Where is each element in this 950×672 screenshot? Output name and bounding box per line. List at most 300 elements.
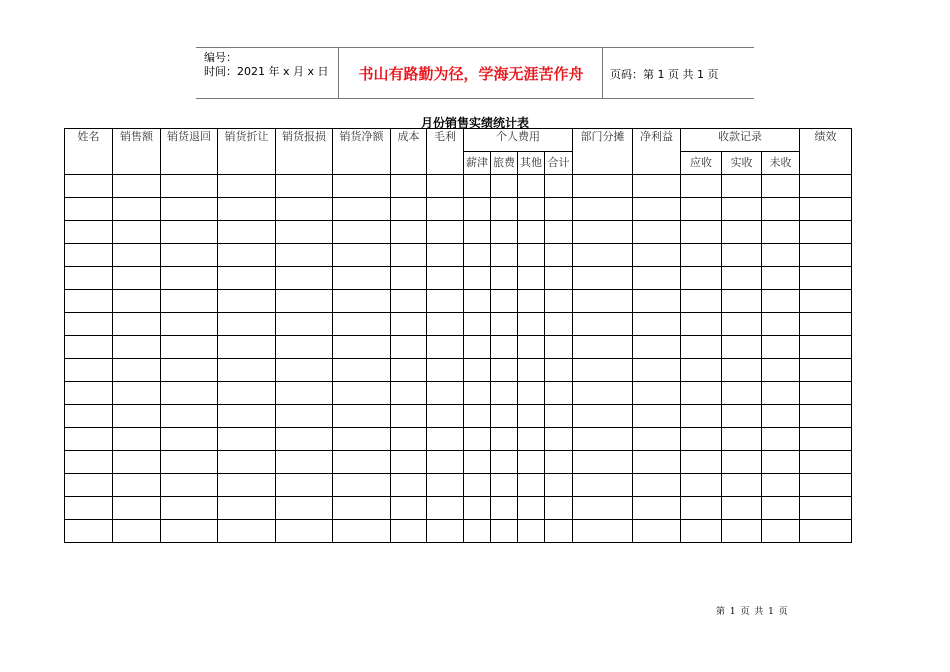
table-cell[interactable]: [545, 382, 573, 405]
table-cell[interactable]: [161, 175, 218, 198]
table-cell[interactable]: [518, 244, 545, 267]
table-cell[interactable]: [518, 428, 545, 451]
table-cell[interactable]: [65, 405, 113, 428]
table-cell[interactable]: [762, 405, 800, 428]
table-cell[interactable]: [633, 382, 681, 405]
table-cell[interactable]: [333, 221, 391, 244]
table-cell[interactable]: [391, 244, 427, 267]
table-cell[interactable]: [65, 382, 113, 405]
table-cell[interactable]: [391, 497, 427, 520]
table-cell[interactable]: [722, 244, 762, 267]
table-cell[interactable]: [573, 267, 633, 290]
table-cell[interactable]: [681, 221, 722, 244]
table-cell[interactable]: [218, 267, 276, 290]
table-cell[interactable]: [333, 244, 391, 267]
header-salary: 薪津: [464, 152, 491, 175]
table-cell[interactable]: [65, 520, 113, 543]
table-cell[interactable]: [681, 405, 722, 428]
table-cell[interactable]: [65, 359, 113, 382]
table-cell[interactable]: [427, 336, 464, 359]
table-cell[interactable]: [800, 405, 852, 428]
table-cell[interactable]: [573, 336, 633, 359]
table-cell[interactable]: [276, 497, 333, 520]
table-cell[interactable]: [762, 221, 800, 244]
table-cell[interactable]: [762, 244, 800, 267]
table-cell[interactable]: [113, 520, 161, 543]
table-cell[interactable]: [427, 221, 464, 244]
table-cell[interactable]: [276, 290, 333, 313]
table-cell[interactable]: [391, 336, 427, 359]
table-cell[interactable]: [573, 474, 633, 497]
table-cell[interactable]: [491, 520, 518, 543]
table-cell[interactable]: [681, 359, 722, 382]
table-cell[interactable]: [333, 497, 391, 520]
table-cell[interactable]: [333, 428, 391, 451]
table-cell[interactable]: [518, 520, 545, 543]
table-cell[interactable]: [464, 382, 491, 405]
table-cell[interactable]: [762, 428, 800, 451]
table-cell[interactable]: [800, 267, 852, 290]
table-cell[interactable]: [545, 336, 573, 359]
table-cell[interactable]: [113, 290, 161, 313]
table-cell[interactable]: [722, 382, 762, 405]
table-cell[interactable]: [218, 290, 276, 313]
table-cell[interactable]: [391, 382, 427, 405]
table-cell[interactable]: [218, 497, 276, 520]
table-cell[interactable]: [427, 474, 464, 497]
table-cell[interactable]: [573, 520, 633, 543]
table-cell[interactable]: [113, 175, 161, 198]
table-cell[interactable]: [633, 221, 681, 244]
table-cell[interactable]: [276, 520, 333, 543]
header-net-sales: 销货净额: [333, 129, 391, 175]
table-cell[interactable]: [633, 520, 681, 543]
table-cell[interactable]: [333, 474, 391, 497]
table-cell[interactable]: [161, 497, 218, 520]
table-cell[interactable]: [518, 267, 545, 290]
table-cell[interactable]: [464, 244, 491, 267]
table-cell[interactable]: [113, 359, 161, 382]
table-cell[interactable]: [161, 313, 218, 336]
table-cell[interactable]: [333, 336, 391, 359]
table-cell[interactable]: [391, 198, 427, 221]
table-cell[interactable]: [722, 405, 762, 428]
table-cell[interactable]: [545, 244, 573, 267]
table-cell[interactable]: [276, 382, 333, 405]
table-cell[interactable]: [391, 451, 427, 474]
table-cell[interactable]: [391, 313, 427, 336]
header-collection: 收款记录: [681, 129, 800, 152]
table-cell[interactable]: [573, 451, 633, 474]
table-cell[interactable]: [333, 313, 391, 336]
table-cell[interactable]: [113, 267, 161, 290]
table-cell[interactable]: [218, 451, 276, 474]
table-cell[interactable]: [391, 267, 427, 290]
table-cell[interactable]: [633, 267, 681, 290]
table-cell[interactable]: [65, 198, 113, 221]
table-cell[interactable]: [464, 405, 491, 428]
table-cell[interactable]: [427, 520, 464, 543]
table-cell[interactable]: [491, 497, 518, 520]
table-cell[interactable]: [491, 244, 518, 267]
table-cell[interactable]: [681, 290, 722, 313]
table-cell[interactable]: [161, 359, 218, 382]
table-cell[interactable]: [681, 198, 722, 221]
table-cell[interactable]: [681, 336, 722, 359]
table-cell[interactable]: [681, 451, 722, 474]
table-cell[interactable]: [800, 428, 852, 451]
table-cell[interactable]: [464, 359, 491, 382]
table-cell[interactable]: [427, 359, 464, 382]
table-cell[interactable]: [722, 267, 762, 290]
table-cell[interactable]: [113, 474, 161, 497]
table-cell[interactable]: [800, 336, 852, 359]
table-cell[interactable]: [722, 428, 762, 451]
table-cell[interactable]: [545, 175, 573, 198]
table-cell[interactable]: [573, 313, 633, 336]
table-cell[interactable]: [276, 359, 333, 382]
table-cell[interactable]: [218, 244, 276, 267]
table-cell[interactable]: [391, 175, 427, 198]
table-cell[interactable]: [491, 221, 518, 244]
table-cell[interactable]: [762, 451, 800, 474]
table-cell[interactable]: [545, 221, 573, 244]
table-cell[interactable]: [491, 405, 518, 428]
table-cell[interactable]: [113, 336, 161, 359]
table-cell[interactable]: [464, 267, 491, 290]
table-cell[interactable]: [464, 474, 491, 497]
table-cell[interactable]: [491, 382, 518, 405]
table-cell[interactable]: [762, 175, 800, 198]
table-cell[interactable]: [427, 175, 464, 198]
table-cell[interactable]: [218, 359, 276, 382]
table-cell[interactable]: [633, 244, 681, 267]
table-cell[interactable]: [113, 451, 161, 474]
table-cell[interactable]: [65, 336, 113, 359]
table-cell[interactable]: [722, 313, 762, 336]
table-cell[interactable]: [161, 290, 218, 313]
table-cell[interactable]: [681, 428, 722, 451]
table-cell[interactable]: [464, 451, 491, 474]
table-cell[interactable]: [573, 497, 633, 520]
table-cell[interactable]: [573, 359, 633, 382]
table-cell[interactable]: [722, 497, 762, 520]
table-cell[interactable]: [722, 336, 762, 359]
table-cell[interactable]: [722, 474, 762, 497]
table-cell[interactable]: [113, 382, 161, 405]
table-cell[interactable]: [218, 221, 276, 244]
table-cell[interactable]: [464, 428, 491, 451]
table-cell[interactable]: [427, 244, 464, 267]
table-cell[interactable]: [573, 405, 633, 428]
table-cell[interactable]: [161, 244, 218, 267]
table-cell[interactable]: [633, 405, 681, 428]
table-cell[interactable]: [800, 497, 852, 520]
table-cell[interactable]: [545, 428, 573, 451]
table-cell[interactable]: [762, 290, 800, 313]
table-cell[interactable]: [762, 267, 800, 290]
table-cell[interactable]: [722, 451, 762, 474]
table-cell[interactable]: [681, 175, 722, 198]
table-cell[interactable]: [518, 405, 545, 428]
table-cell[interactable]: [722, 221, 762, 244]
table-cell[interactable]: [65, 175, 113, 198]
table-cell[interactable]: [276, 336, 333, 359]
table-cell[interactable]: [65, 221, 113, 244]
motto: 书山有路勤为径，学海无涯苦作舟: [358, 65, 584, 83]
table-cell[interactable]: [276, 313, 333, 336]
table-cell[interactable]: [633, 290, 681, 313]
table-cell[interactable]: [333, 198, 391, 221]
table-cell[interactable]: [518, 290, 545, 313]
table-cell[interactable]: [427, 198, 464, 221]
table-cell[interactable]: [113, 198, 161, 221]
table-cell[interactable]: [218, 175, 276, 198]
table-row: [65, 267, 852, 290]
table-cell[interactable]: [681, 382, 722, 405]
table-cell[interactable]: [762, 359, 800, 382]
table-cell[interactable]: [800, 313, 852, 336]
table-cell[interactable]: [391, 428, 427, 451]
table-cell[interactable]: [518, 497, 545, 520]
header-divider: [602, 48, 603, 98]
table-cell[interactable]: [276, 428, 333, 451]
table-cell[interactable]: [491, 267, 518, 290]
table-cell[interactable]: [762, 497, 800, 520]
table-cell[interactable]: [518, 313, 545, 336]
table-cell[interactable]: [427, 405, 464, 428]
table-cell[interactable]: [391, 290, 427, 313]
table-cell[interactable]: [681, 474, 722, 497]
table-cell[interactable]: [276, 244, 333, 267]
table-cell[interactable]: [218, 313, 276, 336]
table-cell[interactable]: [722, 520, 762, 543]
table-cell[interactable]: [722, 290, 762, 313]
table-cell[interactable]: [800, 175, 852, 198]
table-cell[interactable]: [762, 520, 800, 543]
table-cell[interactable]: [518, 198, 545, 221]
table-cell[interactable]: [633, 428, 681, 451]
table-cell[interactable]: [800, 451, 852, 474]
table-cell[interactable]: [762, 382, 800, 405]
table-cell[interactable]: [633, 175, 681, 198]
table-cell[interactable]: [276, 451, 333, 474]
table-cell[interactable]: [545, 497, 573, 520]
table-cell[interactable]: [573, 175, 633, 198]
table-cell[interactable]: [276, 221, 333, 244]
table-cell[interactable]: [333, 405, 391, 428]
table-cell[interactable]: [762, 336, 800, 359]
table-cell[interactable]: [518, 336, 545, 359]
table-cell[interactable]: [464, 221, 491, 244]
table-cell[interactable]: [65, 267, 113, 290]
table-cell[interactable]: [800, 290, 852, 313]
table-cell[interactable]: [633, 198, 681, 221]
table-cell[interactable]: [722, 175, 762, 198]
table-cell[interactable]: [545, 313, 573, 336]
table-cell[interactable]: [427, 497, 464, 520]
table-cell[interactable]: [762, 198, 800, 221]
table-cell[interactable]: [276, 405, 333, 428]
table-cell[interactable]: [545, 359, 573, 382]
table-cell[interactable]: [518, 474, 545, 497]
table-cell[interactable]: [113, 313, 161, 336]
table-cell[interactable]: [65, 290, 113, 313]
table-cell[interactable]: [633, 359, 681, 382]
table-cell[interactable]: [391, 520, 427, 543]
table-cell[interactable]: [333, 267, 391, 290]
table-row: [65, 428, 852, 451]
table-cell[interactable]: [427, 382, 464, 405]
table-cell[interactable]: [113, 428, 161, 451]
table-cell[interactable]: [161, 336, 218, 359]
table-cell[interactable]: [573, 244, 633, 267]
table-cell[interactable]: [722, 359, 762, 382]
table-cell[interactable]: [391, 221, 427, 244]
table-cell[interactable]: [545, 198, 573, 221]
table-cell[interactable]: [276, 474, 333, 497]
table-cell[interactable]: [427, 290, 464, 313]
table-cell[interactable]: [333, 359, 391, 382]
table-cell[interactable]: [518, 451, 545, 474]
table-cell[interactable]: [491, 359, 518, 382]
table-cell[interactable]: [545, 474, 573, 497]
table-cell[interactable]: [491, 474, 518, 497]
table-cell[interactable]: [491, 428, 518, 451]
table-cell[interactable]: [464, 336, 491, 359]
table-cell[interactable]: [633, 336, 681, 359]
table-cell[interactable]: [491, 290, 518, 313]
table-cell[interactable]: [161, 520, 218, 543]
table-cell[interactable]: [65, 428, 113, 451]
table-cell[interactable]: [800, 474, 852, 497]
table-cell[interactable]: [218, 474, 276, 497]
table-cell[interactable]: [573, 198, 633, 221]
table-cell[interactable]: [491, 451, 518, 474]
table-cell[interactable]: [218, 428, 276, 451]
table-cell[interactable]: [218, 405, 276, 428]
table-cell[interactable]: [65, 474, 113, 497]
table-cell[interactable]: [427, 267, 464, 290]
table-cell[interactable]: [218, 198, 276, 221]
table-cell[interactable]: [633, 313, 681, 336]
table-cell[interactable]: [218, 336, 276, 359]
table-cell[interactable]: [545, 405, 573, 428]
table-cell[interactable]: [333, 290, 391, 313]
table-cell[interactable]: [573, 290, 633, 313]
table-cell[interactable]: [681, 313, 722, 336]
table-cell[interactable]: [65, 244, 113, 267]
table-cell[interactable]: [391, 474, 427, 497]
table-cell[interactable]: [545, 267, 573, 290]
table-cell[interactable]: [518, 359, 545, 382]
table-cell[interactable]: [333, 175, 391, 198]
table-cell[interactable]: [464, 313, 491, 336]
table-cell[interactable]: [633, 474, 681, 497]
table-cell[interactable]: [161, 221, 218, 244]
table-cell[interactable]: [218, 520, 276, 543]
table-cell[interactable]: [491, 175, 518, 198]
table-cell[interactable]: [800, 221, 852, 244]
table-cell[interactable]: [161, 474, 218, 497]
table-cell[interactable]: [161, 405, 218, 428]
table-cell[interactable]: [276, 175, 333, 198]
table-cell[interactable]: [681, 520, 722, 543]
header-personal-expense: 个人费用: [464, 129, 573, 152]
table-cell[interactable]: [464, 198, 491, 221]
table-cell[interactable]: [65, 313, 113, 336]
table-cell[interactable]: [113, 497, 161, 520]
table-cell[interactable]: [545, 520, 573, 543]
table-cell[interactable]: [161, 428, 218, 451]
table-cell[interactable]: [681, 244, 722, 267]
table-cell[interactable]: [573, 382, 633, 405]
table-row: [65, 474, 852, 497]
table-cell[interactable]: [391, 405, 427, 428]
table-cell[interactable]: [722, 198, 762, 221]
table-cell[interactable]: [491, 198, 518, 221]
table-cell[interactable]: [427, 428, 464, 451]
table-cell[interactable]: [681, 267, 722, 290]
table-cell[interactable]: [65, 497, 113, 520]
table-cell[interactable]: [762, 313, 800, 336]
table-cell[interactable]: [391, 359, 427, 382]
table-cell[interactable]: [491, 313, 518, 336]
table-cell[interactable]: [681, 497, 722, 520]
table-cell[interactable]: [113, 244, 161, 267]
table-cell[interactable]: [800, 198, 852, 221]
table-cell[interactable]: [762, 474, 800, 497]
table-cell[interactable]: [161, 198, 218, 221]
table-cell[interactable]: [161, 382, 218, 405]
table-cell[interactable]: [464, 520, 491, 543]
table-cell[interactable]: [427, 313, 464, 336]
table-cell[interactable]: [491, 336, 518, 359]
table-cell[interactable]: [545, 290, 573, 313]
table-cell[interactable]: [65, 451, 113, 474]
table-cell[interactable]: [573, 428, 633, 451]
table-cell[interactable]: [113, 221, 161, 244]
table-cell[interactable]: [800, 244, 852, 267]
table-cell[interactable]: [800, 359, 852, 382]
table-cell[interactable]: [800, 382, 852, 405]
table-cell[interactable]: [633, 451, 681, 474]
table-cell[interactable]: [633, 497, 681, 520]
table-cell[interactable]: [276, 267, 333, 290]
sales-table: [64, 128, 852, 543]
table-cell[interactable]: [427, 451, 464, 474]
table-cell[interactable]: [573, 221, 633, 244]
table-cell[interactable]: [545, 451, 573, 474]
table-cell[interactable]: [333, 382, 391, 405]
table-cell[interactable]: [518, 175, 545, 198]
table-cell[interactable]: [276, 198, 333, 221]
table-cell[interactable]: [518, 221, 545, 244]
header-meta: [204, 51, 329, 79]
table-cell[interactable]: [333, 451, 391, 474]
header-damage: 销货报损: [276, 129, 333, 175]
table-cell[interactable]: [218, 382, 276, 405]
table-cell[interactable]: [464, 497, 491, 520]
table-cell[interactable]: [161, 267, 218, 290]
table-cell[interactable]: [333, 520, 391, 543]
table-cell[interactable]: [113, 405, 161, 428]
table-cell[interactable]: [464, 175, 491, 198]
table-cell[interactable]: [518, 382, 545, 405]
table-cell[interactable]: [800, 520, 852, 543]
table-cell[interactable]: [161, 451, 218, 474]
table-cell[interactable]: [464, 290, 491, 313]
